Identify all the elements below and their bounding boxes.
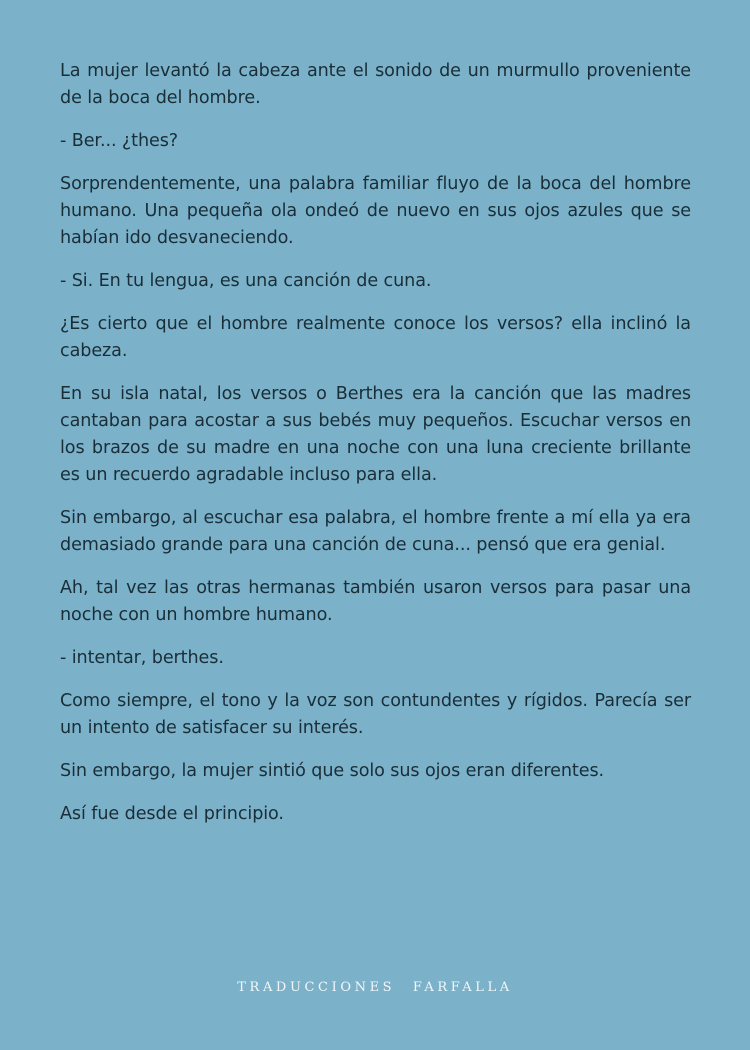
paragraph-5: ¿Es cierto que el hombre realmente conoce los versos? ella inclinó la cabeza. bbox=[60, 314, 691, 361]
paragraph-7: Sin embargo, al escuchar esa palabra, el hombre frente a mí ella ya era demasiado grande para una canción de cuna... pensó que era genial. bbox=[60, 508, 691, 555]
footer-credit: TRADUCCIONES FARFALLA bbox=[237, 980, 513, 995]
paragraph-3: Sorprendentemente, una palabra familiar fluyo de la boca del hombre humano. Una pequeña ola ondeó de nuevo en sus ojos azules que se habían ido desvaneciendo. bbox=[60, 174, 691, 248]
paragraph-12: Así fue desde el principio. bbox=[60, 804, 284, 824]
text-body bbox=[60, 58, 691, 828]
paragraph-6: En su isla natal, los versos o Berthes era la canción que las madres cantaban para acostar a sus bebés muy pequeños. Escuchar versos en los brazos de su madre en una noche con una luna creciente brillante es un recuerdo agradable incluso para ella. bbox=[60, 384, 691, 485]
paragraph-8: Ah, tal vez las otras hermanas también usaron versos para pasar una noche con un hombre humano. bbox=[60, 578, 691, 625]
paragraph-10: Como siempre, el tono y la voz son contundentes y rígidos. Parecía ser un intento de satisfacer su interés. bbox=[60, 691, 691, 738]
paragraph-2: - Ber... ¿thes? bbox=[60, 131, 179, 151]
paragraph-1: La mujer levantó la cabeza ante el sonido de un murmullo proveniente de la boca del hombre. bbox=[60, 61, 691, 108]
paragraph-9: - intentar, berthes. bbox=[60, 648, 224, 668]
paragraph-11: Sin embargo, la mujer sintió que solo sus ojos eran diferentes. bbox=[60, 761, 605, 781]
paragraph-4: - Si. En tu lengua, es una canción de cuna. bbox=[60, 271, 432, 291]
